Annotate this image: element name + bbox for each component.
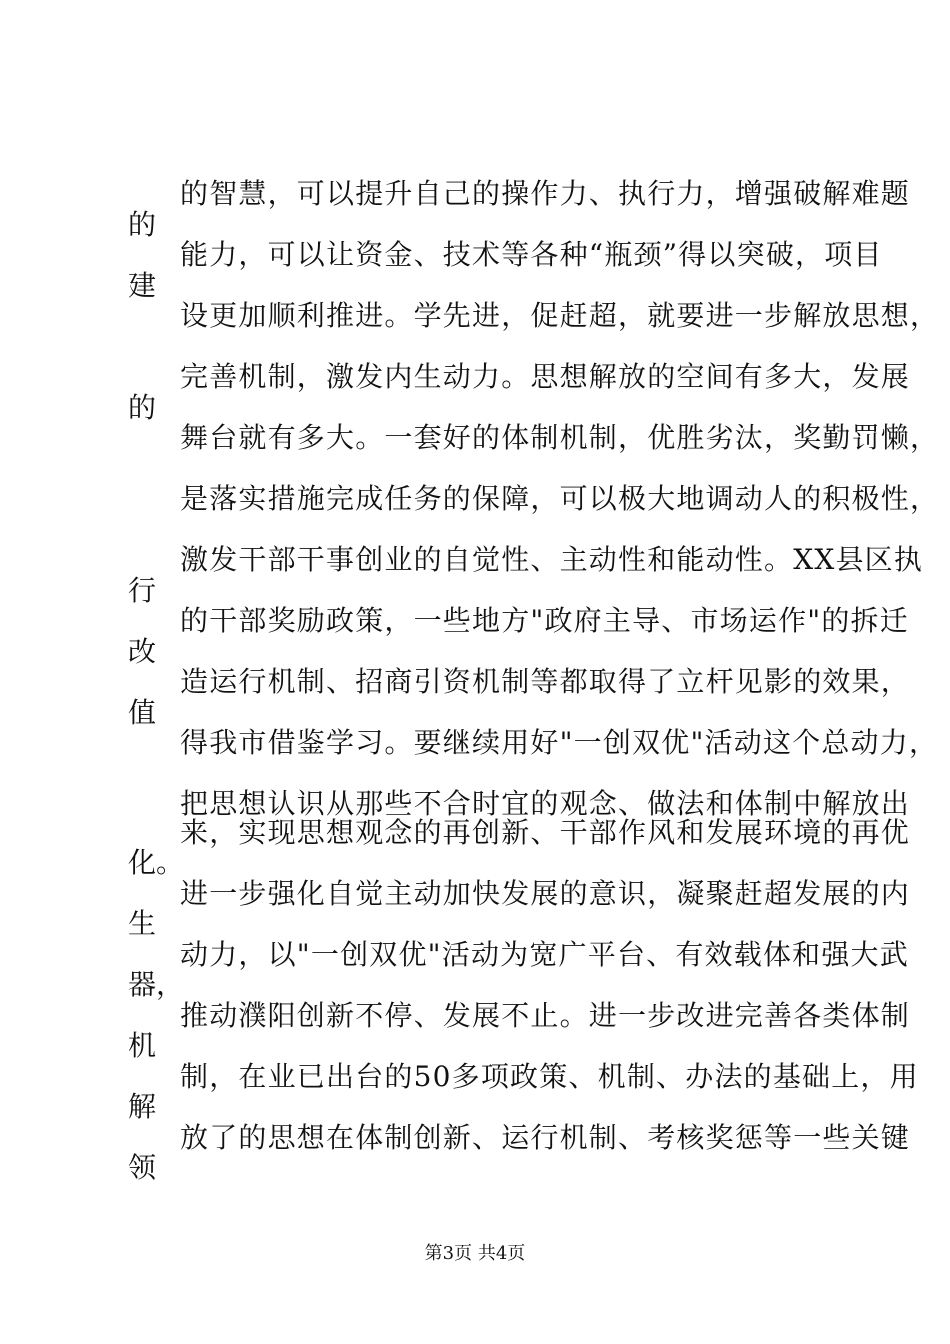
body-line: 设更加顺利推进。学先进，促赶超，就要进一步解放思想， [180,299,940,332]
margin-char: 值 [128,696,157,729]
margin-char: 领 [128,1151,157,1184]
margin-char: 行 [128,574,157,607]
body-line: 放了的思想在体制创新、运行机制、考核奖惩等一些关键 [180,1121,911,1154]
body-line: 舞台就有多大。一套好的体制机制，优胜劣汰，奖勤罚懒， [180,421,940,454]
body-line: 得我市借鉴学习。要继续用好"一创双优"活动这个总动力， [180,726,939,759]
body-line: 来，实现思想观念的再创新、干部作风和发展环境的再优 [180,816,911,849]
body-line: 动力，以"一创双优"活动为宽广平台、有效载体和强大武 [180,938,909,971]
body-line: 激发干部干事创业的自觉性、主动性和能动性。XX县区执 [180,543,924,576]
margin-char: 器， [128,968,185,1001]
margin-char: 建 [128,269,157,302]
margin-char: 的 [128,391,157,424]
page-number-footer: 第3页 共4页 [424,1243,526,1264]
margin-char: 生 [128,907,157,940]
body-line: 制，在业已出台的50多项政策、机制、办法的基础上，用 [180,1060,919,1093]
margin-char: 解 [128,1090,157,1123]
margin-char: 机 [128,1029,157,1062]
body-line: 进一步强化自觉主动加快发展的意识，凝聚赶超发展的内 [180,877,911,910]
margin-char: 的 [128,208,157,241]
body-line: 完善机制，激发内生动力。思想解放的空间有多大，发展 [180,360,911,393]
body-line: 的智慧，可以提升自己的操作力、执行力，增强破解难题 [180,177,911,210]
body-line: 能力，可以让资金、技术等各种“瓶颈”得以突破，项目 [180,238,883,271]
body-line: 造运行机制、招商引资机制等都取得了立杆见影的效果， [180,665,911,698]
body-line: 把思想认识从那些不合时宜的观念、做法和体制中解放出 [180,787,911,820]
margin-char: 化。 [128,846,185,879]
body-line: 推动濮阳创新不停、发展不止。进一步改进完善各类体制 [180,999,911,1032]
margin-char: 改 [128,635,157,668]
body-line: 的干部奖励政策，一些地方"政府主导、市场运作"的拆迁 [180,604,909,637]
body-line: 是落实措施完成任务的保障，可以极大地调动人的积极性， [180,482,940,515]
